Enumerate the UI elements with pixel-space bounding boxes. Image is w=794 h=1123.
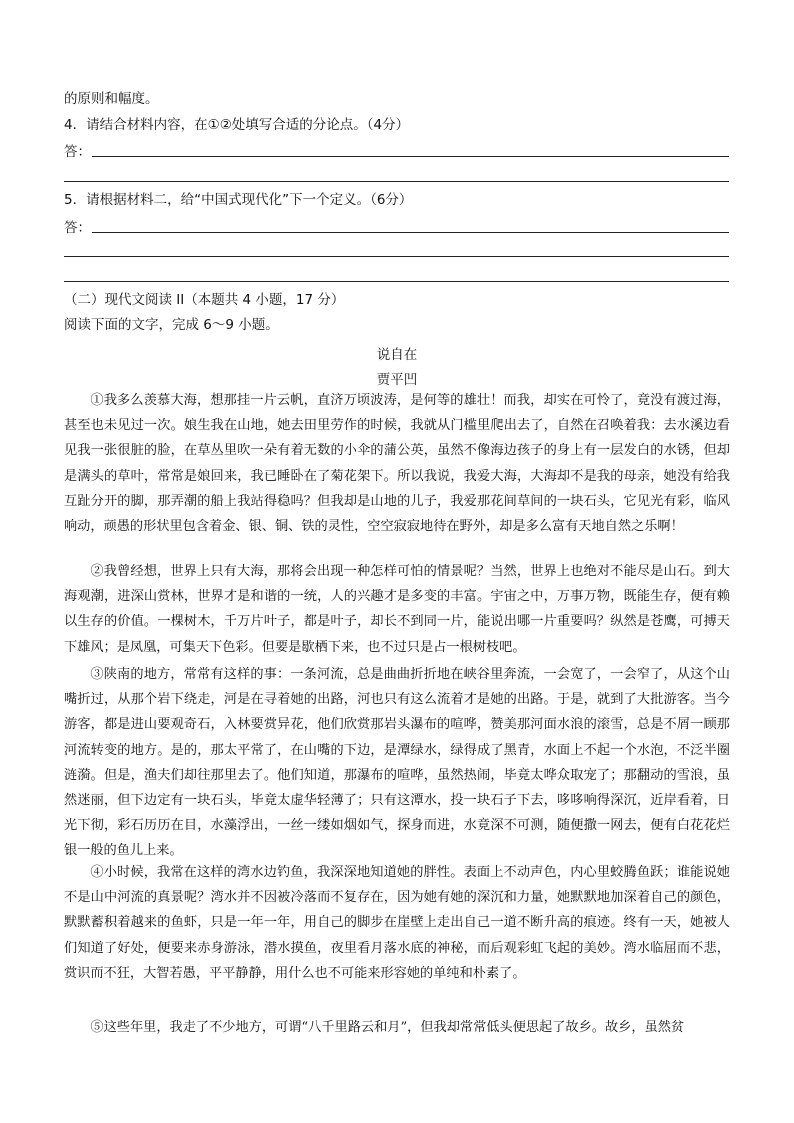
question-4-answer-line-2[interactable] [64,181,729,182]
article-author: 贾平凹 [376,372,418,388]
question-5-answer-line-1[interactable] [92,232,729,233]
question-4-text: 4．请结合材料内容，在①②处填写合适的分论点。（4分） [64,117,410,133]
previous-question-tail: 的原则和幅度。 [64,91,159,107]
section-2-instruction: 阅读下面的文字，完成 6～9 小题。 [64,317,279,333]
article-title: 说自在 [376,347,418,363]
article-paragraph-2: ②我曾经想，世界上只有大海，那将会出现一种怎样可怕的情景呢？当然，世界上也绝对不能尽是山石。到大海观潮，进深山赏林，世界才是和谐的一统，人的兴趣才是多变的丰富。宇宙之中，万事万物，既能生存，便有赖以生存的价值。一棵树木，千万片叶子，都是叶子，却长不到同一片，能说出哪一片重要吗？纵然是苍鹰，可搏天下雄风；是凤凰，可集天下色彩。但要是歇栖下来，也不过只是占一根树枝吧。 [64,564,730,655]
question-5-answer-line-3[interactable] [64,281,729,282]
article-paragraph-3: ③陕南的地方，常常有这样的事：一条河流，总是曲曲折折地在峡谷里奔流，一会宽了，一会窄了，从这个山嘴折过，从那个岩下绕走，河是在寻着她的出路，河也只有这么流着才是她的出路。于是，就到了大批游客。当今游客，都是进山要观奇石，入林要赏异花，他们欣赏那岩头瀑布的喧哗，赞美那河面水浪的滚雪，总是不屑一顾那河流转变的地方。是的，那太平常了，在山嘴的下边，是潭绿水，绿得成了黑青，水面上不起一个水泡，不泛半圈涟漪。但是，渔夫们却往那里去了。他们知道，那瀑布的喧哗，虽然热闹，毕竟太哗众取宠了；那翻动的雪浪，虽然迷丽，但下边定有一块石头，毕竟太虚华轻薄了；只有这潭水，投一块石子下去，哆哆响得深沉，近岸看着，日光下彻，彩石历历在目，水藻浮出，一丝一缕如烟如气，探身而进，水竟深不可测，随便撒一网去，便有白花花烂银一般的鱼儿上来。 [64,667,730,859]
article-paragraph-4: ④小时候，我常在这样的湾水边钓鱼，我深深地知道她的胖性。表面上不动声色，内心里蛟腾鱼跃；谁能说她不是山中河流的真景呢？湾水并不因被冷落而不复存在，因为她有她的深沉和力量，她默默地加深着自己的颜色，默默蓄积着越来的鱼虾，只是一年一年，用自己的脚步在崖壁上走出自己一道不断升高的痕迹。终有一天，她被人们知道了好处，便要来赤身游泳，潜水摸鱼，夜里看月落水底的神秘，而后观彩虹飞起的美妙。湾水临屈而不悲，赏识而不狂，大智若愚，平平静静，用什么也不可能来形容她的单纯和朴素了。 [64,865,730,981]
question-5-answer-line-2[interactable] [64,256,729,257]
section-2-heading: （二）现代文阅读 II（本题共 4 小题，17 分） [64,292,345,308]
question-4-answer-line-1[interactable] [92,156,729,157]
question-5-answer-label: 答： [64,220,91,236]
question-5-text: 5．请根据材料二，给“中国式现代化”下一个定义。（6分） [64,192,413,208]
article-paragraph-1: ①我多么羡慕大海，想那挂一片云帆，直济万顷波涛，是何等的雄壮！而我，却实在可怜了，竟没有渡过海，甚至也未见过一次。娘生我在山地，她去田里劳作的时候，我就从门槛里爬出去了，自然在召唤着我：去水溪边看见我一张很脏的脸，在草丛里吹一朵有着无数的小伞的蒲公英，虽然不像海边孩子的身上有一层发白的水锈，但却是满头的草叶，常常是娘回来，我已睡卧在了菊花架下。所以我说，我爱大海，大海却不是我的母亲，她没有给我互趾分开的脚，那弄潮的船上我站得稳吗？但我却是山地的儿子，我爱那花间草间的一块石头，它见光有彩，临风响动，顽愚的形状里包含着金、银、铜、铁的灵性，空空寂寂地待在野外，却是多么富有天地自然之乐啊！ [64,393,730,535]
question-4-answer-label: 答： [64,144,91,160]
article-paragraph-5: ⑤这些年里，我走了不少地方，可谓“八千里路云和月”，但我却常常低头便思起了故乡。故乡，虽然贫 [90,1020,685,1035]
